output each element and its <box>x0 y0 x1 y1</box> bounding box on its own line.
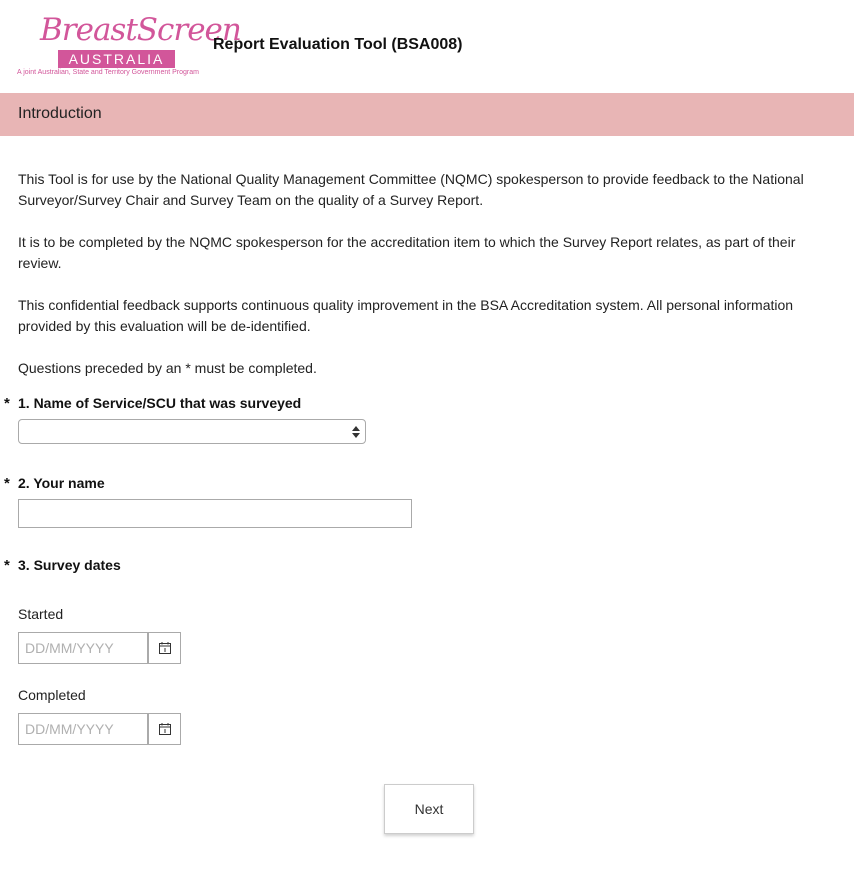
logo-tagline: A joint Australian, State and Territory Government Program <box>17 69 199 76</box>
completed-label: Completed <box>18 687 86 703</box>
question-1-label: 1. Name of Service/SCU that was surveyed <box>18 395 302 411</box>
intro-paragraph-1: This Tool is for use by the National Quality Management Committee (NQMC) spokesperson to provide feedback to the National Surveyor/Survey Chair and Survey Team on the quality of a Survey Report. <box>18 171 804 208</box>
section-title: Introduction <box>18 105 102 122</box>
required-marker-q1: * <box>4 395 10 412</box>
your-name-input[interactable] <box>18 499 412 528</box>
question-2-label: 2. Your name <box>18 475 105 491</box>
page-header <box>0 0 854 93</box>
page-title: Report Evaluation Tool (BSA008) <box>213 36 463 53</box>
service-select[interactable] <box>18 419 366 444</box>
breastscreen-logo <box>14 12 241 80</box>
completed-date-input[interactable] <box>18 713 148 745</box>
started-date-input[interactable] <box>18 632 148 664</box>
logo-script-text: BreastScreen <box>40 12 241 48</box>
required-marker-q2: * <box>4 475 10 492</box>
intro-paragraph-4: Questions preceded by an * must be completed. <box>18 360 317 376</box>
question-3-label: 3. Survey dates <box>18 557 121 573</box>
logo-box-text: AUSTRALIA <box>58 50 175 68</box>
intro-paragraph-2: It is to be completed by the NQMC spokesperson for the accreditation item to which the Survey Report relates, as part of their review. <box>18 234 796 271</box>
section-header <box>0 93 854 136</box>
intro-paragraph-3: This confidential feedback supports continuous quality improvement in the BSA Accreditation system. All personal information provided by this evaluation will be de-identified. <box>18 297 794 334</box>
started-calendar-button[interactable] <box>148 632 181 664</box>
calendar-icon <box>159 723 171 735</box>
next-button[interactable]: Next <box>384 784 474 834</box>
started-label: Started <box>18 606 64 622</box>
sort-arrows-icon <box>351 425 361 439</box>
required-marker-q3: * <box>4 557 10 574</box>
completed-calendar-button[interactable] <box>148 713 181 745</box>
calendar-icon <box>159 642 171 654</box>
